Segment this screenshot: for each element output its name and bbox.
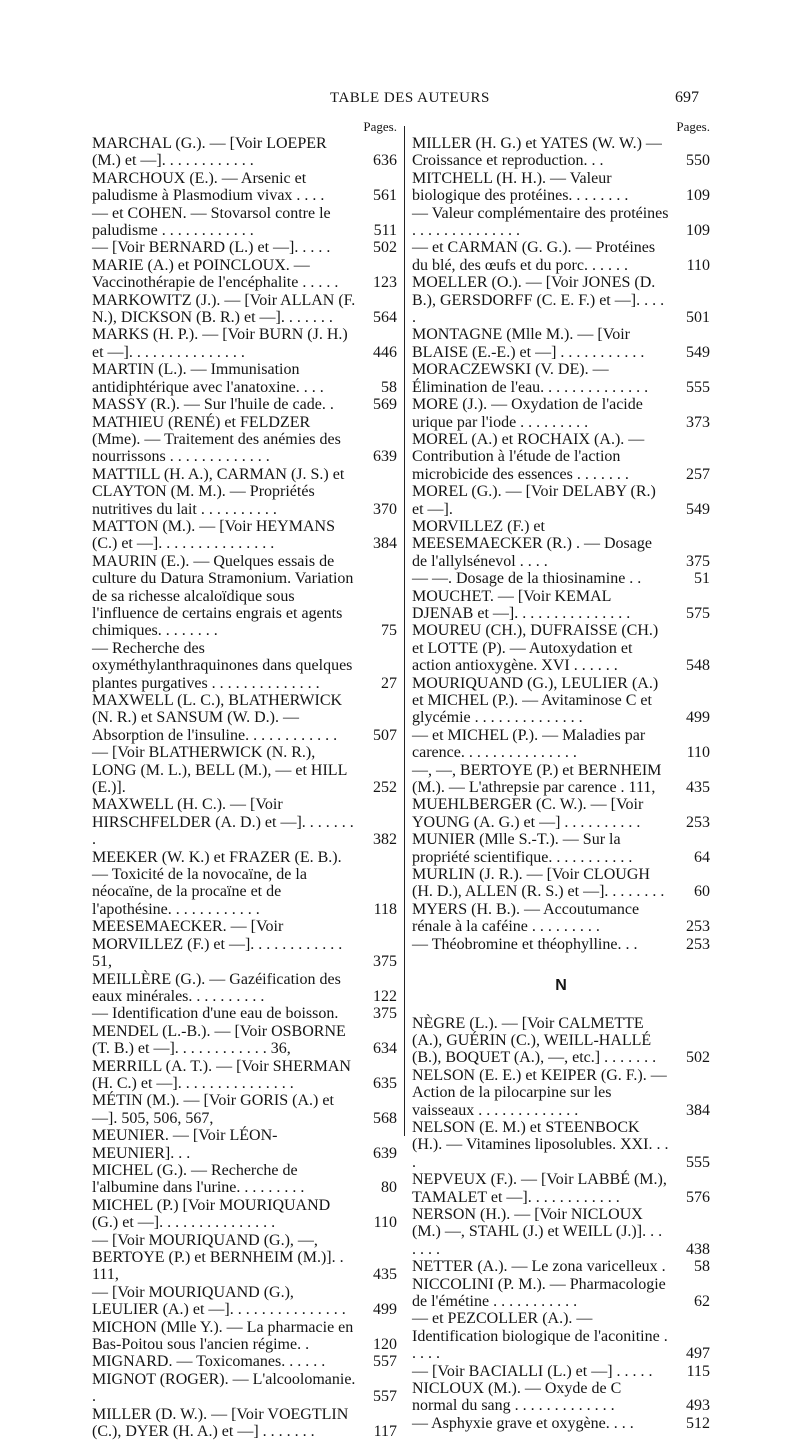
entry-page: 110 [373,1214,397,1232]
entry-page: 80 [381,1179,397,1197]
entry-page: 253 [686,813,710,831]
entry-text: NICCOLINI (P. M.). — Pharmacologie de l'émétine . . . . . . . . . . . [412,1275,666,1310]
entry-text: MYERS (H. B.). — Accoutumance rénale à la caféine . . . . . . . . . [412,900,640,936]
index-entry [92,292,397,327]
index-entry [412,1258,710,1275]
index-entry [412,1276,710,1311]
entry-text: — Recherche des oxyméthylanthraquinones dans quelques plantes purgatives . . . . . . . . . . . . . . [92,639,353,692]
entry-text: — [Voir MOURIQUAND (G.), —, BERTOYE (P.) et BERNHEIM (M.)]. . 111, [92,1231,344,1284]
entry-text: — [Voir BACIALLI (L.) et —] . . . . . [412,1362,653,1380]
index-entry [92,135,397,170]
index-entry [92,1232,397,1284]
entry-text: — Valeur complémentaire des protéines . . . . . . . . . . . . . . [412,204,669,240]
entry-text: MUNIER (Mlle S.-T.). — Sur la propriété scientifique. . . . . . . . . . . [412,831,633,866]
index-entry [412,1206,710,1258]
right-entry-list-m [412,135,710,953]
entry-text: — [Voir BERNARD (L.) et —]. . . . . [92,239,331,257]
index-entry [92,414,397,466]
entry-text: MUEHLBERGER (C. W.). — [Voir YOUNG (A. G.) et —] . . . . . . . . . . [412,796,644,831]
index-entry [412,326,710,361]
entry-text: MARKOWITZ (J.). — [Voir ALLAN (F. N.), DICKSON (B. R.) et —]. . . . . . . [92,291,356,327]
index-entry [412,1363,710,1380]
entry-page: 122 [373,987,397,1005]
index-entry [92,1092,397,1127]
entry-page: 123 [373,274,397,292]
entry-page: 384 [373,535,397,553]
entry-page: 446 [373,343,397,361]
entry-text: MATTILL (H. A.), CARMAN (J. S.) et CLAYTON (M. M.). — Propriétés nutritives du lait . . . . . . . . . . [92,465,345,518]
index-entry [412,239,710,274]
entry-text: MOREL (G.). — [Voir DELABY (R.) et —]. [412,483,656,518]
index-entry [92,553,397,640]
right-entry-list-n [412,1015,710,1433]
entry-text: MATHIEU (RENÉ) et FELDZER (Mme). — Traitement des anémies des nourrissons . . . . . . . . . . . . . [92,413,341,466]
entry-text: MIGNARD. — Toxicomanes. . . . . . [92,1353,326,1371]
entry-text: NELSON (E. E.) et KEIPER (G. F.). — Action de la pilocarpine sur les vaisseaux . . . . . . . . . . . . . [412,1066,667,1119]
entry-text: MEILLÈRE (G.). — Gazéification des eaux minérales. . . . . . . . . . [92,970,341,1005]
entry-text: MEUNIER. — [Voir LÉON-MEUNIER]. . . [92,1127,278,1162]
entry-page: 257 [686,465,710,483]
entry-page: 564 [373,309,397,327]
entry-page: 499 [686,709,710,727]
entry-text: MAXWELL (H. C.). — [Voir HIRSCHFELDER (A. D.) et —]. . . . . . . . [92,796,354,849]
entry-page: 435 [373,1266,397,1284]
entry-text: MARTIN (L.). — Immunisation antidiphtérique avec l'anatoxine. . . . [92,361,324,396]
index-entry [412,901,710,936]
entry-page: 557 [373,1388,397,1406]
index-entry [92,396,397,413]
entry-text: MOUCHET. — [Voir KEMAL DJENAB et —]. . . . . . . . . . . . . . . [412,587,631,622]
entry-text: NEPVEUX (F.). — [Voir LABBÉ (M.), TAMALET et —]. . . . . . . . . . . . [412,1171,667,1206]
entry-text: —, —, BERTOYE (P.) et BERNHEIM (M.). — L'athrepsie par carence . 111, [412,761,662,797]
entry-text: MÉTIN (M.). — [Voir GORIS (A.) et —]. 505, 506, 567, [92,1092,334,1127]
entry-text: MEEKER (W. K.) et FRAZER (E. B.). — Toxicité de la novocaïne, de la néocaïne, de la procaïne et de l'apothésine. . . . . . . . . . . . [92,848,342,918]
index-entry [92,466,397,518]
entry-page: 512 [686,1414,710,1432]
index-entry [412,570,710,587]
entry-page: 636 [373,152,397,170]
entry-text: — [Voir MOURIQUAND (G.), LEULIER (A.) et —]. . . . . . . . . . . . . . . [92,1283,346,1319]
index-entry [92,971,397,1006]
entry-page: 51 [694,570,710,588]
index-entry [412,1310,710,1362]
entry-page: 253 [686,935,710,953]
entry-page: 639 [373,1144,397,1162]
entry-page: 115 [686,1362,710,1380]
index-entry [412,622,710,674]
entry-text: MILLER (D. W.). — [Voir VOEGTLIN (C.), DYER (H. A.) et —] . . . . . . . [92,1405,349,1440]
index-entry [92,1023,397,1058]
entry-page: 568 [373,1109,397,1127]
pages-label: Pages. [363,119,397,134]
index-entry [412,866,710,901]
entry-text: MOUREU (CH.), DUFRAISSE (CH.) et LOTTE (P). — Autoxydation et action antioxygène. XVI . . . . . . [412,622,659,675]
entry-page: 435 [686,779,710,797]
index-entry [92,170,397,205]
index-entry [412,1119,710,1171]
entry-page: 549 [686,500,710,518]
entry-page: 511 [373,222,397,240]
entry-text: NICLOUX (M.). — Oxyde de C normal du sang . . . . . . . . . . . . . [412,1380,622,1415]
entry-page: 253 [686,918,710,936]
entry-text: NELSON (E. M.) et STEENBOCK (H.). — Vitamines liposolubles. XXI. . . . [412,1118,669,1171]
entry-page: 639 [373,448,397,466]
left-entry-list [92,135,397,1440]
index-entry [412,831,710,866]
index-entry [412,135,710,170]
entry-text: MARKS (H. P.). — [Voir BURN (J. H.) et —]. . . . . . . . . . . . . . . [92,326,348,361]
entry-page: 550 [686,152,710,170]
entry-text: MARCHOUX (E.). — Arsenic et paludisme à Plasmodium vivax . . . . [92,169,325,205]
entry-text: — et MICHEL (P.). — Maladies par carence. . . . . . . . . . . . . . . [412,726,646,762]
entry-page: 117 [373,1423,397,1440]
entry-page: 375 [686,552,710,570]
entry-text: — Asphyxie grave et oxygène. . . . [412,1414,634,1432]
right-column [412,118,710,1432]
index-entry [412,1067,710,1119]
index-entry [412,588,710,623]
entry-text: MOELLER (O.). — [Voir JONES (D. B.), GERSDORFF (C. E. F.) et —]. . . . . [412,274,665,327]
entry-page: 109 [686,222,710,240]
entry-page: 64 [694,848,710,866]
running-head-title: TABLE DES AUTEURS [330,90,490,106]
index-entry [412,1415,710,1432]
entry-page: 370 [373,500,397,518]
entry-text: MICHEL (G.). — Recherche de l'albumine dans l'urine. . . . . . . . . [92,1161,305,1197]
entry-text: — —. Dosage de la thiosinamine . . [412,570,642,588]
entry-page: 502 [373,239,397,257]
index-entry [92,692,397,744]
entry-page: 549 [686,343,710,361]
entry-page: 555 [686,1153,710,1171]
entry-page: 27 [381,674,397,692]
index-entry [92,1319,397,1354]
section-letter: N [555,977,567,995]
index-entry [92,361,397,396]
index-entry [92,1371,397,1406]
entry-text: MICHEL (P.) [Voir MOURIQUAND (G.) et —]. . . . . . . . . . . . . . . [92,1196,331,1232]
entry-text: MOURIQUAND (G.), LEULIER (A.) et MICHEL (P.). — Avitaminose C et glycémie . . . . . . . . . . . . . . [412,674,659,727]
entry-page: 501 [686,309,710,327]
index-entry [92,1005,397,1022]
entry-text: MARCHAL (G.). — [Voir LOEPER (M.) et —]. . . . . . . . . . . . [92,135,327,170]
index-entry [92,744,397,796]
entry-page: 438 [686,1240,710,1258]
entry-text: — [Voir BLATHERWICK (N. R.), LONG (M. L.), BELL (M.), — et HILL (E.)]. [92,744,347,797]
entry-page: 507 [373,726,397,744]
entry-page: 118 [373,900,397,918]
index-entry [92,849,397,919]
index-entry [412,431,710,483]
index-entry [92,239,397,256]
index-entry [92,518,397,553]
entry-text: NERSON (H.). — [Voir NICLOUX (M.) —, STAHL (J.) et WEILL (J.)]. . . . . . . [412,1205,663,1258]
entry-page: 62 [694,1293,710,1310]
entry-text: MONTAGNE (Mlle M.). — [Voir BLAISE (E.-E.) et —] . . . . . . . . . . . [412,326,645,361]
entry-text: MITCHELL (H. H.). — Valeur biologique des protéines. . . . . . . . [412,169,629,205]
index-entry [412,796,710,831]
entry-page: 557 [373,1353,397,1371]
entry-text: MEESEMAECKER. — [Voir MORVILLEZ (F.) et —]. . . . . . . . . . . . 51, [92,918,343,971]
entry-page: 493 [686,1397,710,1415]
left-column [92,118,397,1440]
column-divider [404,126,405,1136]
entry-text: MOREL (A.) et ROCHAIX (A.). — Contribution à l'étude de l'action microbicide des essences . . . . . . . [412,430,645,483]
entry-page: 58 [381,378,397,396]
entry-text: MORE (J.). — Oxydation de l'acide urique par l'iode . . . . . . . . . [412,396,643,431]
index-entry [412,361,710,396]
index-entry [92,1284,397,1319]
entry-page: 252 [373,779,397,797]
entry-page: 575 [686,604,710,622]
index-entry [412,1380,710,1415]
index-entry [412,396,710,431]
index-entry [92,205,397,240]
entry-text: MAURIN (E.). — Quelques essais de culture du Datura Stramonium. Variation de sa richesse alcaloïdique sous l'influence de certains engrais et agents chimiques. . . . . . . . [92,552,354,640]
entry-page: 497 [686,1345,710,1363]
index-entry [92,1127,397,1162]
index-entry [412,727,710,762]
entry-text: MENDEL (L.-B.). — [Voir OSBORNE (T. B.) et —]. . . . . . . . . . . . 36, [92,1022,346,1058]
entry-page: 60 [694,883,710,901]
entry-text: NETTER (A.). — Le zona varicelleux . [412,1258,666,1276]
entry-text: MARIE (A.) et POINCLOUX. — Vaccinothérapie de l'encéphalite . . . . . [92,256,339,292]
index-entry [92,1197,397,1232]
entry-page: 373 [686,413,710,431]
entry-page: 58 [694,1258,710,1276]
index-entry [412,518,710,570]
entry-text: MORVILLEZ (F.) et MEESEMAECKER (R.) . — Dosage de l'allylsénevol . . . . [412,517,652,570]
entry-text: MASSY (R.). — Sur l'huile de cade. . [92,396,334,414]
entry-page: 499 [373,1301,397,1319]
entry-text: MIGNOT (ROGER). — L'alcoolomanie. . [92,1370,356,1406]
entry-text: — et CARMAN (G. G.). — Protéines du blé, des œufs et du porc. . . . . . [412,239,656,274]
entry-page: 548 [686,657,710,675]
entry-text: MAXWELL (L. C.), BLATHERWICK (N. R.) et SANSUM (W. D.). — Absorption de l'insuline. . . . . . . . . . . . [92,692,343,744]
entry-text: MILLER (H. G.) et YATES (W. W.) — Croissance et reproduction. . . [412,135,662,170]
index-entry [92,257,397,292]
index-entry [412,762,710,797]
entry-page: 75 [381,622,397,640]
entry-text: — Identification d'une eau de boisson. [92,1005,339,1023]
index-entry [92,1162,397,1197]
index-entry [412,675,710,727]
entry-page: 382 [373,831,397,849]
entry-text: — Théobromine et théophylline. . . [412,935,638,953]
entry-page: 375 [373,1005,397,1023]
index-entry [92,326,397,361]
entry-text: MERRILL (A. T.). — [Voir SHERMAN (H. C.) et —]. . . . . . . . . . . . . . . [92,1057,351,1092]
index-entry [412,483,710,518]
entry-page: 120 [373,1336,397,1354]
entry-page: 635 [373,1074,397,1092]
entry-text: MICHON (Mlle Y.). — La pharmacie en Bas-Poitou sous l'ancien régime. . [92,1318,354,1354]
entry-page: 110 [686,744,710,762]
entry-page: 569 [373,396,397,414]
entry-page: 502 [686,1049,710,1067]
entry-text: MURLIN (J. R.). — [Voir CLOUGH (H. D.), ALLEN (R. S.) et —]. . . . . . . . [412,866,665,901]
index-entry [92,1353,397,1370]
entry-text: MORACZEWSKI (V. DE). — Élimination de l'eau. . . . . . . . . . . . . . [412,361,649,396]
entry-page: 109 [686,187,710,205]
entry-text: — et COHEN. — Stovarsol contre le paludisme . . . . . . . . . . . . [92,204,331,240]
index-entry [92,1406,397,1440]
entry-page: 384 [686,1101,710,1119]
entry-page: 561 [373,187,397,205]
index-entry [92,1058,397,1093]
entry-page: 555 [686,378,710,396]
index-entry [412,205,710,240]
entry-page: 375 [373,953,397,971]
entry-text: — et PEZCOLLER (A.). — Identification biologique de l'aconitine . . . . . [412,1310,668,1363]
index-entry [92,796,397,848]
index-entry [412,274,710,326]
entry-text: NÈGRE (L.). — [Voir CALMETTE (A.), GUÉRIN (C.), WEILL-HALLÉ (B.), BOQUET (A.), —, etc.] . . . . . . . [412,1014,657,1067]
entry-page: 634 [373,1040,397,1058]
index-entry [412,1015,710,1067]
index-entry [92,918,397,970]
index-entry [412,936,710,953]
pages-label: Pages. [676,119,710,134]
entry-page: 576 [686,1188,710,1206]
index-entry [412,170,710,205]
entry-text: MATTON (M.). — [Voir HEYMANS (C.) et —]. . . . . . . . . . . . . . . [92,517,335,553]
entry-page: 110 [686,256,710,274]
index-entry [92,640,397,692]
index-entry [412,1171,710,1206]
page-number: 697 [675,89,699,106]
